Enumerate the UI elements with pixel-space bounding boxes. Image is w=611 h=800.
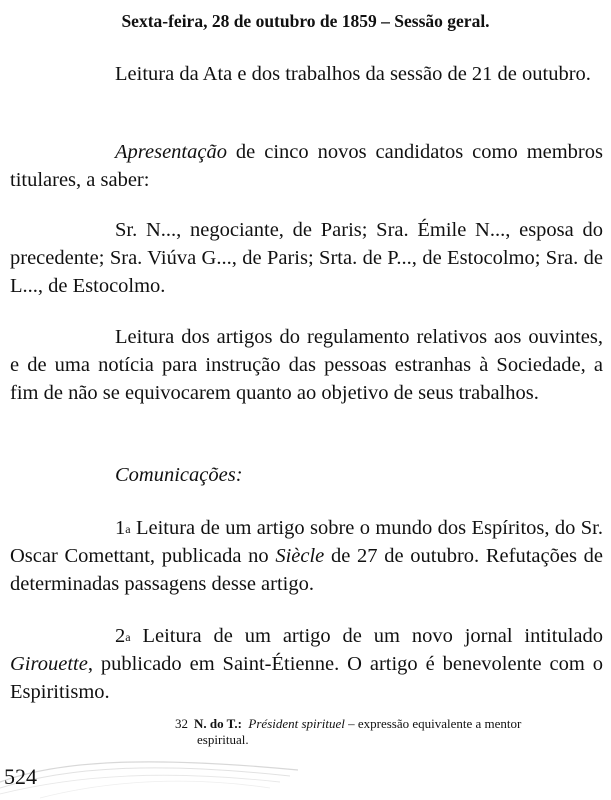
decorative-swoosh	[0, 752, 300, 800]
paragraph-text: Leitura dos artigos do regulamento relativos aos ouvintes, e de uma notícia para instrução das pessoas estranhas à Sociedade, a fim de não se equivocarem quanto ao objetivo de seus trabalhos.	[10, 326, 603, 404]
page-header: Sexta-feira, 28 de outubro de 1859 – Sessão geral.	[121, 11, 490, 31]
ordinal-superscript: a	[125, 522, 131, 536]
paragraph-communication-1	[10, 514, 603, 598]
ordinal-superscript: a	[125, 630, 131, 644]
paragraph-text: Leitura de um artigo de um novo jornal intitulado	[130, 625, 603, 647]
paragraph-text: Leitura de um artigo sobre o mundo dos Espíritos, do Sr. Oscar Comettant, publicada no	[10, 517, 603, 567]
paragraph-text: Leitura da Ata e dos trabalhos da sessão de 21 de outubro.	[115, 63, 591, 85]
paragraph-text: , publicado em Saint-Étienne. O artigo é benevolente com o Espiritismo.	[10, 653, 603, 703]
section-heading-communications	[10, 461, 603, 489]
italic-term: Girouette	[10, 653, 88, 675]
italic-term: Siècle	[275, 545, 325, 567]
paragraph-regulations	[10, 323, 603, 407]
footnote-label: N. do T.:	[194, 716, 242, 731]
page-number: 524	[4, 764, 37, 789]
footnote	[175, 716, 605, 748]
item-number: 2	[115, 625, 126, 647]
paragraph-text: de 27 de outubro. Refutações de determinadas passagens desse artigo.	[10, 545, 603, 595]
item-number: 1	[115, 517, 126, 539]
footnote-text: – expressão equivalente a mentor	[344, 716, 522, 731]
italic-term: Apresentação	[115, 141, 227, 163]
paragraph-text: Sr. N..., negociante, de Paris; Sra. Émile N..., esposa do precedente; Sra. Viúva G..., de Paris; Srta. de P..., de Estocolmo; Sra. de L..., de Estocolmo.	[10, 219, 603, 297]
paragraph-minutes-reading	[10, 60, 603, 88]
paragraph-candidate-list	[10, 216, 603, 300]
footnote-continuation: espiritual.	[197, 732, 249, 747]
paragraph-candidates	[10, 138, 603, 194]
paragraph-communication-2	[10, 622, 603, 706]
section-heading-text: Comunicações:	[115, 464, 243, 486]
footnote-italic-term: Président spirituel	[248, 716, 345, 731]
paragraph-text: de cinco novos candidatos como membros titulares, a saber:	[10, 141, 603, 191]
footnote-number: 32	[175, 716, 188, 731]
